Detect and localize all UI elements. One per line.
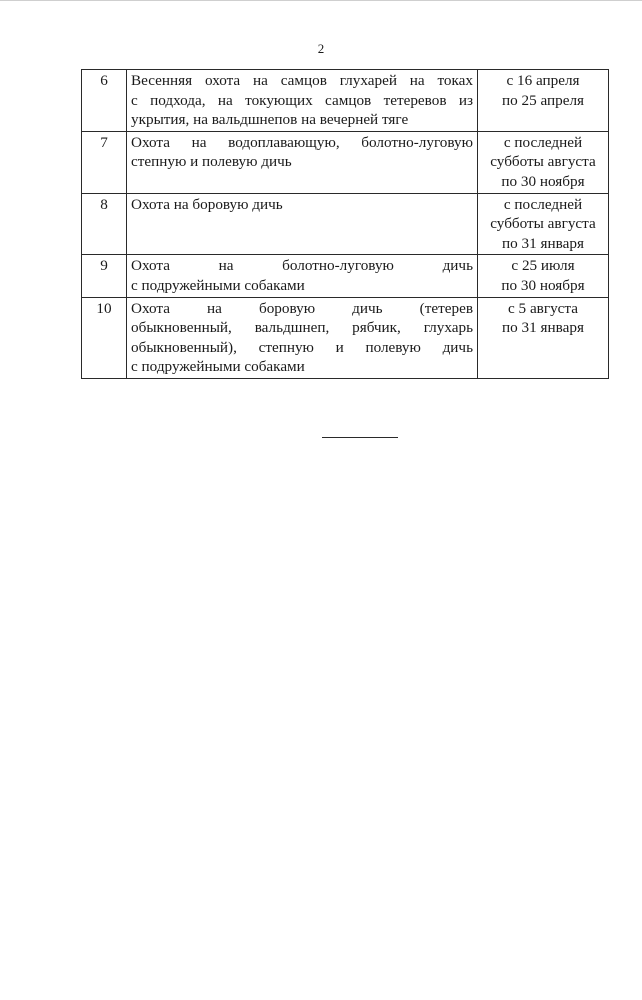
hunting-period	[478, 131, 609, 193]
period-line: по 25 апреля	[501, 91, 585, 109]
description-line: Весенняя охота на самцов глухарей на токах	[131, 72, 473, 89]
table-row	[82, 297, 609, 378]
hunting-type-description	[127, 193, 478, 255]
table-row	[82, 193, 609, 255]
page-number: 2	[317, 41, 325, 56]
period-line: с 5 августа	[508, 299, 578, 317]
hunting-season-table	[81, 69, 609, 379]
description-line: с подружейными собаками	[131, 276, 305, 294]
period-line: с 16 апреля	[506, 72, 580, 89]
period-line: с последней	[503, 133, 583, 151]
row-number: 10	[82, 297, 127, 378]
hunting-period	[478, 255, 609, 297]
hunting-type-description	[127, 70, 478, 132]
hunting-type-description	[127, 297, 478, 378]
table-row	[82, 131, 609, 193]
page-top-edge	[0, 0, 642, 1]
period-line: по 30 ноября	[501, 276, 585, 294]
description-line: Охота на боровую дичь	[131, 195, 283, 213]
row-number: 6	[82, 70, 127, 132]
hunting-period	[478, 297, 609, 378]
description-line: обыкновенный, вальдшнеп, рябчик, глухарь	[131, 319, 473, 337]
period-line: с последней	[503, 195, 583, 213]
description-line: степную и полевую дичь	[131, 153, 292, 171]
period-line: субботы августа	[490, 215, 596, 233]
hunting-type-description	[127, 131, 478, 193]
period-line: субботы августа	[490, 153, 596, 171]
period-line: по 30 ноября	[501, 172, 585, 190]
hunting-period	[478, 193, 609, 255]
hunting-type-description	[127, 255, 478, 297]
description-line: с подхода, на токующих самцов тетеревов из	[131, 91, 473, 109]
period-line: по 31 января	[502, 319, 584, 337]
table-row	[82, 255, 609, 297]
table-row	[82, 70, 609, 132]
end-of-document-rule	[322, 437, 398, 438]
description-line: Охота на болотно-луговую дичь	[131, 257, 473, 275]
period-line: по 31 января	[502, 234, 584, 252]
description-line: обыкновенный), степную и полевую дичь	[131, 338, 473, 356]
description-line: укрытия, на вальдшнепов на вечерней тяге	[131, 111, 409, 129]
row-number: 8	[82, 193, 127, 255]
row-number: 9	[82, 255, 127, 297]
description-line: с подружейными собаками	[131, 358, 305, 376]
description-line: Охота на боровую дичь (тетерев	[131, 299, 473, 317]
hunting-period	[478, 70, 609, 132]
row-number: 7	[82, 131, 127, 193]
description-line: Охота на водоплавающую, болотно-луговую	[131, 133, 473, 151]
period-line: с 25 июля	[511, 257, 575, 275]
